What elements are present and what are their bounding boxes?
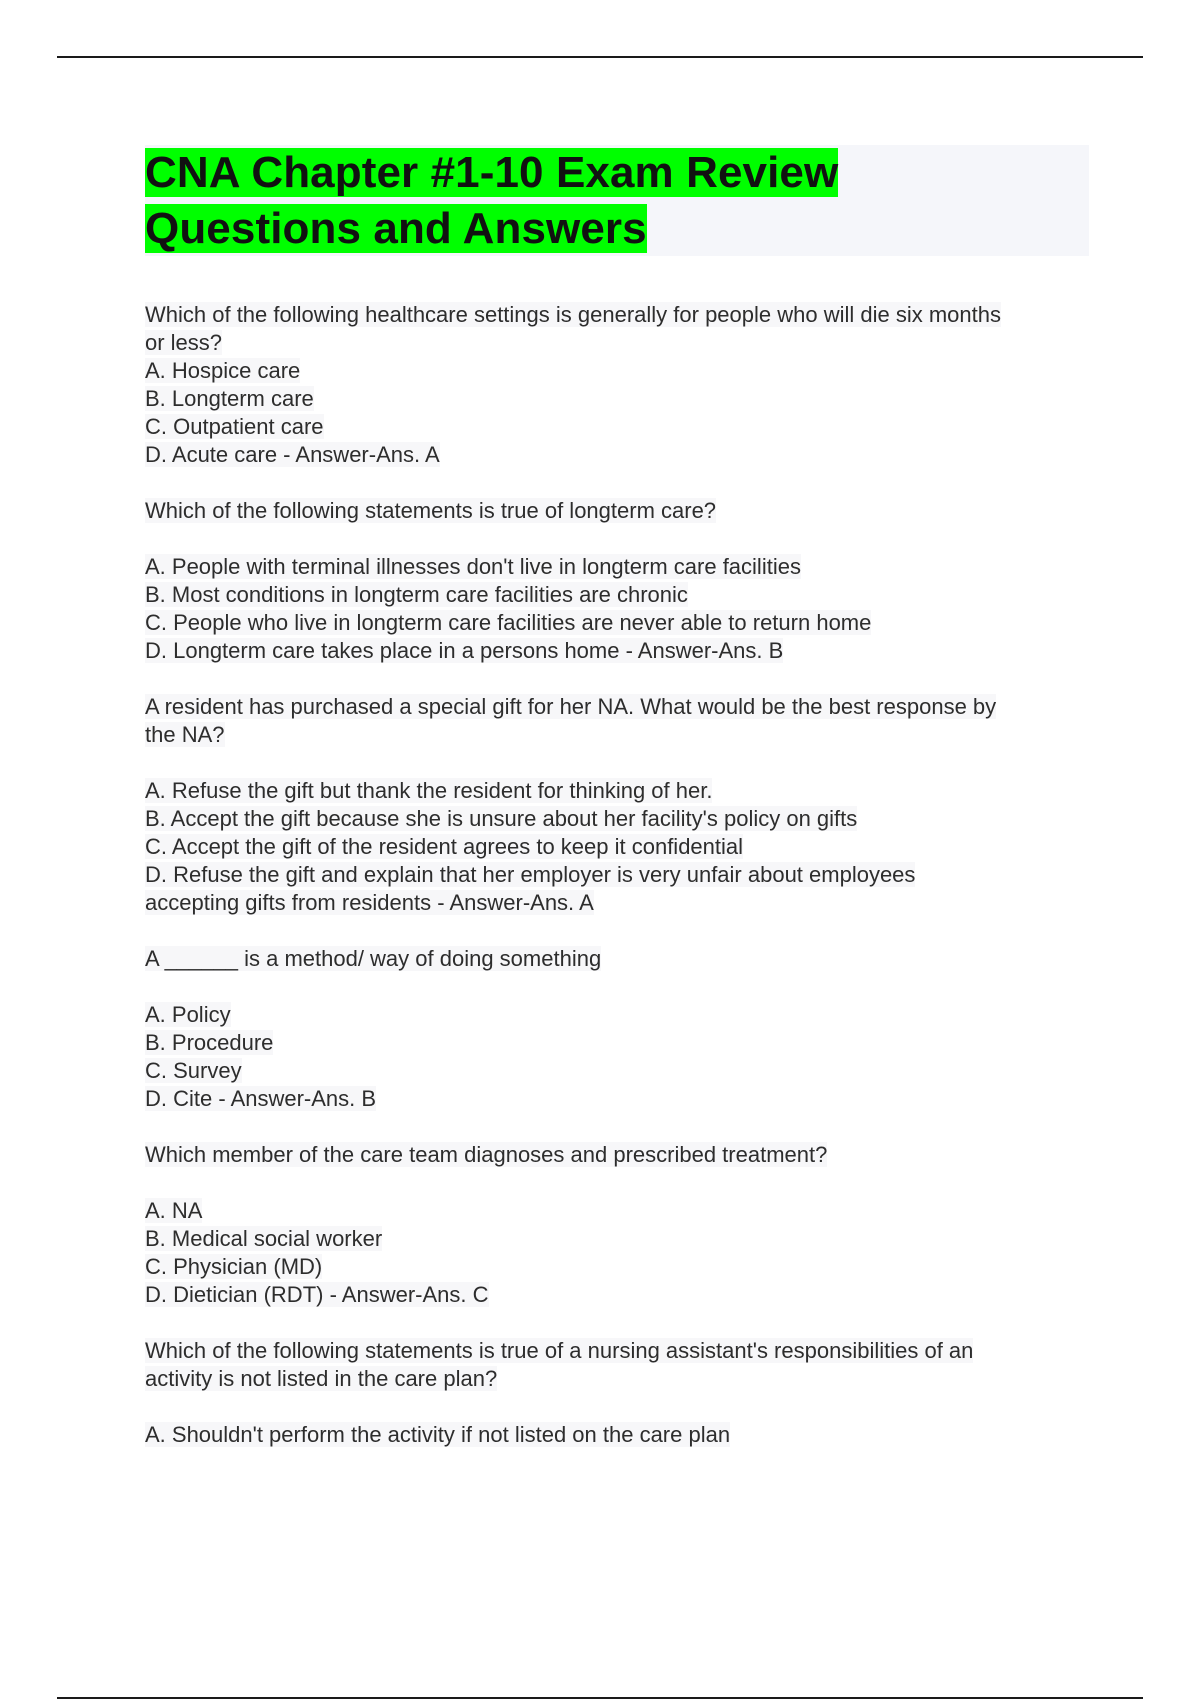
title-line-1: CNA Chapter #1-10 Exam Review [145, 148, 839, 197]
answer-option-text: C. People who live in longterm care facilities are never able to return home [145, 610, 872, 635]
answer-option-line [145, 833, 1089, 861]
answer-option-text: B. Most conditions in longterm care facilities are chronic [145, 582, 688, 607]
question-item [145, 301, 1089, 469]
title-line-2: Questions and Answers [145, 204, 647, 253]
answer-option-line [145, 441, 1089, 469]
question-stem-line [145, 329, 1089, 357]
answer-option-text: D. Longterm care takes place in a persons home - Answer-Ans. B [145, 638, 784, 663]
document-body [145, 145, 1089, 1477]
question-item [145, 945, 1089, 1113]
answer-option-line [145, 413, 1089, 441]
question-stem-text: the NA? [145, 722, 225, 747]
answer-option-line [145, 1001, 1089, 1029]
question-stem-line [145, 1365, 1089, 1393]
answer-option-text: B. Longterm care [145, 386, 314, 411]
answer-option-text: C. Survey [145, 1058, 242, 1083]
answer-option-text: A. Shouldn't perform the activity if not listed on the care plan [145, 1422, 731, 1447]
answer-option-line [145, 609, 1089, 637]
answer-option-line [145, 861, 1089, 889]
question-item [145, 1141, 1089, 1309]
answer-option-line [145, 637, 1089, 665]
question-stem-line [145, 301, 1089, 329]
answer-option-line [145, 1421, 1089, 1449]
question-stem-text: activity is not listed in the care plan? [145, 1366, 498, 1391]
answer-option-line [145, 1197, 1089, 1225]
question-stem-line [145, 1141, 1089, 1169]
answer-option-text: A. Policy [145, 1002, 231, 1027]
answer-option-line [145, 889, 1089, 917]
answer-option-line [145, 1281, 1089, 1309]
question-item [145, 693, 1089, 917]
question-item [145, 497, 1089, 665]
answer-option-line [145, 385, 1089, 413]
answer-option-text: B. Procedure [145, 1030, 274, 1055]
answer-option-line [145, 553, 1089, 581]
answer-option-text: B. Accept the gift because she is unsure about her facility's policy on gifts [145, 806, 858, 831]
answer-option-text: A. Refuse the gift but thank the resident for thinking of her. [145, 778, 713, 803]
question-stem-line [145, 721, 1089, 749]
answer-option-line [145, 357, 1089, 385]
spacer [145, 1393, 1089, 1421]
spacer [145, 749, 1089, 777]
question-stem-text: A ______ is a method/ way of doing something [145, 946, 602, 971]
question-list [145, 301, 1089, 1449]
question-stem-text: Which of the following statements is true of a nursing assistant's responsibilities of an [145, 1338, 974, 1363]
question-stem-line [145, 693, 1089, 721]
spacer [145, 973, 1089, 1001]
spacer [145, 1169, 1089, 1197]
answer-option-line [145, 581, 1089, 609]
footer-rule [57, 1697, 1143, 1699]
answer-option-line [145, 1029, 1089, 1057]
answer-option-line [145, 1253, 1089, 1281]
question-item [145, 1337, 1089, 1449]
question-stem-line [145, 1337, 1089, 1365]
answer-option-line [145, 1225, 1089, 1253]
title-block [145, 145, 1089, 256]
document-title [145, 145, 1089, 257]
answer-option-text: C. Physician (MD) [145, 1254, 323, 1279]
answer-option-text: C. Accept the gift of the resident agrees to keep it confidential [145, 834, 744, 859]
answer-option-text: A. People with terminal illnesses don't live in longterm care facilities [145, 554, 801, 579]
header-rule [57, 56, 1143, 58]
spacer [145, 525, 1089, 553]
answer-option-line [145, 805, 1089, 833]
answer-option-line [145, 777, 1089, 805]
question-stem-text: Which of the following statements is true of longterm care? [145, 498, 717, 523]
answer-option-text: D. Acute care - Answer-Ans. A [145, 442, 440, 467]
answer-option-text: C. Outpatient care [145, 414, 324, 439]
answer-option-text: D. Dietician (RDT) - Answer-Ans. C [145, 1282, 489, 1307]
question-stem-line [145, 945, 1089, 973]
answer-option-text: accepting gifts from residents - Answer-Ans. A [145, 890, 594, 915]
answer-option-text: D. Refuse the gift and explain that her employer is very unfair about employees [145, 862, 916, 887]
answer-option-text: D. Cite - Answer-Ans. B [145, 1086, 377, 1111]
answer-option-line [145, 1085, 1089, 1113]
answer-option-text: B. Medical social worker [145, 1226, 383, 1251]
question-stem-text: or less? [145, 330, 223, 355]
answer-option-text: A. NA [145, 1198, 203, 1223]
answer-option-line [145, 1057, 1089, 1085]
question-stem-text: Which member of the care team diagnoses and prescribed treatment? [145, 1142, 828, 1167]
question-stem-text: A resident has purchased a special gift for her NA. What would be the best response by [145, 694, 997, 719]
answer-option-text: A. Hospice care [145, 358, 301, 383]
question-stem-line [145, 497, 1089, 525]
question-stem-text: Which of the following healthcare settings is generally for people who will die six months [145, 302, 1001, 327]
